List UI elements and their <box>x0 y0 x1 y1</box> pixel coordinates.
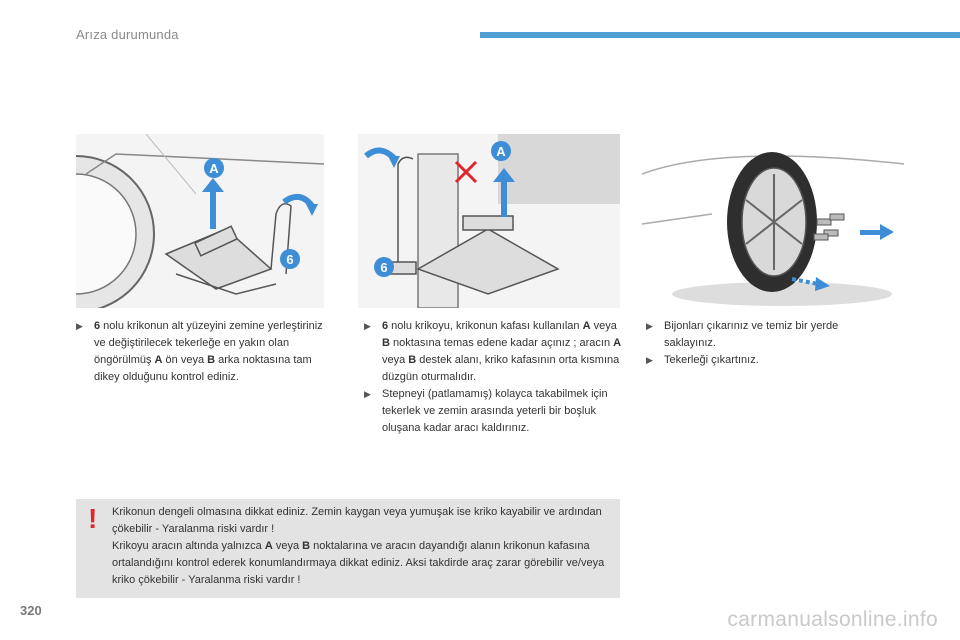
jack-placement-illustration <box>76 134 324 308</box>
wheel-removal-illustration <box>642 134 904 308</box>
instruction-column-2 <box>364 318 622 437</box>
label-6-badge <box>280 249 300 269</box>
warning-text: Krikonun dengeli olmasına dikkat ediniz. Zemin kaygan veya yumuşak ise kriko kayabilir ve ardından çökebilir - Yaralanma riski vardır ! Krikoyu aracın altında yalnızca A veya B noktalarına ve aracın dayandığı alanın krikonun kafasına ortalandığını kontrol ederek konumlandırmaya dikkat ediniz. Aksi takdirde araç zarar görebilir ve/veya kriko çökebilir - Yaralanma riski vardır ! <box>112 506 605 586</box>
warning-exclamation-icon: ! <box>88 503 98 534</box>
header-accent-bar <box>480 32 960 38</box>
label-a-badge <box>491 141 511 161</box>
instruction-item: ▶ 6 nolu krikonun alt yüzeyini zemine yerleştiriniz ve değiştirilecek tekerleğe en yakın olan öngörülmüş A ön veya B arka noktasına tam dikey olduğunu kontrol ediniz. <box>76 320 323 383</box>
jack-lifting-illustration <box>358 134 620 308</box>
instruction-item: ▶ Tekerleği çıkartınız. <box>646 352 876 369</box>
svg-text:6: 6 <box>286 252 294 267</box>
arrow-right-bullet-icon: ▶ <box>646 321 653 331</box>
arrow-right-bullet-icon: ▶ <box>646 355 653 365</box>
arrow-right-bullet-icon: ▶ <box>364 321 371 331</box>
instruction-item: ▶ Bijonları çıkarınız ve temiz bir yerde saklayınız. <box>646 320 839 349</box>
instruction-column-3 <box>646 318 876 369</box>
footer-watermark: carmanualsonline.info <box>727 608 938 631</box>
svg-text:A: A <box>209 161 219 176</box>
instruction-item: ▶ 6 nolu krikoyu, krikonun kafası kullanılan A veya B noktasına temas edene kadar açınız ; aracın A veya B destek alanı, kriko kafasının orta kısmına düzgün oturmalıdır. <box>364 320 622 383</box>
svg-text:6: 6 <box>380 260 388 275</box>
page-number: 320 <box>20 603 42 618</box>
label-a-badge <box>204 158 224 178</box>
warning-box <box>76 499 620 598</box>
instruction-column-1 <box>76 318 326 386</box>
instruction-item: ▶ Stepneyi (patlamamış) kolayca takabilmek için tekerlek ve zemin arasında yeterli bir boşluk oluşana kadar aracı kaldırınız. <box>364 388 608 434</box>
svg-text:A: A <box>496 144 506 159</box>
page-section-title: Arıza durumunda <box>76 27 179 42</box>
arrow-right-bullet-icon: ▶ <box>364 389 371 399</box>
arrow-right-bullet-icon: ▶ <box>76 321 83 331</box>
label-6-badge <box>374 257 394 277</box>
